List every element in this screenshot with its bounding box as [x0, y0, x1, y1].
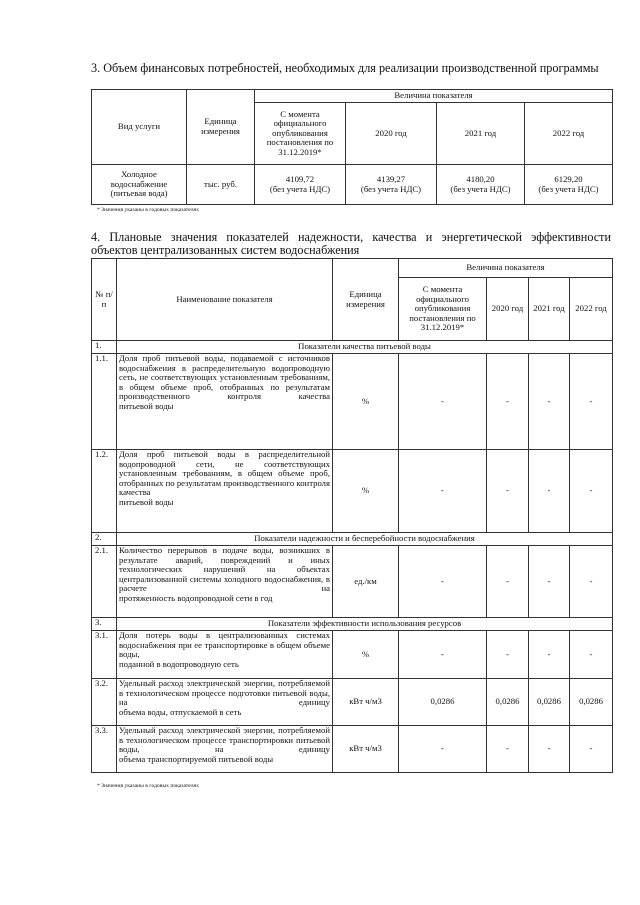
header-unit: Единица измерения	[187, 90, 255, 165]
cell-service: Холодное водоснабжение (питьевая вода)	[92, 165, 187, 205]
cell-2021: -	[529, 631, 570, 679]
cell-2021: -	[529, 546, 570, 618]
group-title: Показатели эффективности использования ресурсов	[117, 618, 613, 631]
group-row	[92, 341, 613, 354]
cell-since: -	[399, 631, 487, 679]
table-row	[92, 165, 613, 205]
cell-2022: -	[570, 726, 613, 773]
cell-2020: -	[487, 631, 529, 679]
indicator-name	[117, 354, 333, 450]
header-since-publication: С момента официального опубликования постановления по 31.12.2019*	[399, 278, 487, 341]
indicator-text-end: питьевой воды	[119, 400, 174, 411]
cell-2022: -	[570, 450, 613, 533]
indicator-text: Удельный расход электрической энергии, потребляемой в технологическом процессе подготовки питьевой воды, на единицу	[119, 678, 330, 708]
row-number: 1.1.	[92, 354, 117, 450]
cell-since	[255, 165, 346, 205]
cell-2022: -	[570, 354, 613, 450]
cell-2021: -	[529, 354, 570, 450]
table-row	[92, 354, 613, 450]
header-2021: 2021 год	[529, 278, 570, 341]
vat-note: (без учета НДС)	[360, 183, 422, 194]
table-row	[92, 726, 613, 773]
cell-2021: -	[529, 450, 570, 533]
cell-2022: -	[570, 631, 613, 679]
group-title: Показатели надежности и бесперебойности водоснабжения	[117, 533, 613, 546]
cell-2021: 0,0286	[529, 679, 570, 726]
vat-note: (без учета НДС)	[269, 183, 331, 194]
vat-note: (без учета НДС)	[450, 183, 511, 194]
table-row	[92, 546, 613, 618]
cell-2020	[346, 165, 437, 205]
footnote: * Значения указаны в годовых показателях	[97, 783, 199, 789]
cell-since: -	[399, 450, 487, 533]
indicator-name	[117, 450, 333, 533]
indicator-text-end: поданной в водопроводную сеть	[119, 658, 239, 669]
header-2022: 2022 год	[525, 103, 613, 165]
cell-since: -	[399, 354, 487, 450]
header-num: № п/п	[92, 259, 117, 341]
indicator-text-end: питьевой воды	[119, 496, 174, 507]
cell-2022: -	[570, 546, 613, 618]
cell-since: -	[399, 546, 487, 618]
row-number: 3.2.	[92, 679, 117, 726]
row-number: 3.3.	[92, 726, 117, 773]
indicator-name	[117, 679, 333, 726]
header-value: Величина показателя	[399, 259, 613, 278]
indicator-name	[117, 546, 333, 618]
indicator-text-end: протяженность водопроводной сети в год	[119, 592, 273, 603]
group-row	[92, 618, 613, 631]
indicator-name	[117, 631, 333, 679]
cell-unit: ед./км	[333, 546, 399, 618]
cell-unit: кВт ч/м3	[333, 726, 399, 773]
indicator-text: Доля проб питьевой воды, подаваемой с источников водоснабжения в распределительную водопроводную сеть, не соответствующих установленным требованиям, в общем объеме проб, отобранных по результатам производственного контроля качества	[119, 353, 330, 402]
header-service-type: Вид услуги	[92, 90, 187, 165]
cell-2020: -	[487, 546, 529, 618]
footnote: * Значения указаны в годовых показателях	[97, 207, 199, 213]
vat-note: (без учета НДС)	[538, 183, 599, 194]
value: 6129,20	[554, 173, 583, 184]
indicator-text: Доля потерь воды в централизованных системах водоснабжения при ее транспортировке в общем объеме воды,	[119, 630, 330, 660]
cell-unit: %	[333, 631, 399, 679]
cell-since: 0,0286	[399, 679, 487, 726]
header-since-publication: С момента официального опубликования постановления по 31.12.2019*	[255, 103, 346, 165]
cell-since: -	[399, 726, 487, 773]
indicators-table	[91, 258, 613, 773]
row-number: 3.1.	[92, 631, 117, 679]
header-unit: Единица измерения	[333, 259, 399, 341]
header-2020: 2020 год	[487, 278, 529, 341]
cell-2020: -	[487, 450, 529, 533]
cell-2020: 0,0286	[487, 679, 529, 726]
header-2020: 2020 год	[346, 103, 437, 165]
indicator-text: Доля проб питьевой воды в распределительной водопроводной сети, не соответствующих установленным требованиям, в общем объеме проб, отобранных по результатам производственного контроля качества	[119, 449, 330, 498]
table-row	[92, 679, 613, 726]
indicator-text-end: объема воды, отпускаемой в сеть	[119, 706, 242, 717]
cell-2022: 0,0286	[570, 679, 613, 726]
cell-2022	[525, 165, 613, 205]
cell-unit: тыс. руб.	[187, 165, 255, 205]
cell-2020: -	[487, 354, 529, 450]
value: 4109,72	[285, 173, 315, 184]
row-number: 2.1.	[92, 546, 117, 618]
financial-needs-table	[91, 89, 613, 205]
group-title: Показатели качества питьевой воды	[117, 341, 613, 354]
section3-heading: 3. Объем финансовых потребностей, необходимых для реализации производственной программы	[91, 61, 599, 75]
value: 4139,27	[376, 173, 406, 184]
indicator-text-end: объема транспортируемой питьевой воды	[119, 753, 274, 764]
header-value: Величина показателя	[255, 90, 613, 103]
cell-unit: кВт ч/м3	[333, 679, 399, 726]
cell-unit: %	[333, 354, 399, 450]
header-2021: 2021 год	[437, 103, 525, 165]
group-row	[92, 533, 613, 546]
section4-heading: 4. Плановые значения показателей надежности, качества и энергетической эффективности объектов централизованных систем водоснабжения	[91, 230, 611, 257]
indicator-name	[117, 726, 333, 773]
row-number: 1.2.	[92, 450, 117, 533]
cell-2020: -	[487, 726, 529, 773]
cell-2021	[437, 165, 525, 205]
header-2022: 2022 год	[570, 278, 613, 341]
row-number: 1.	[92, 341, 117, 354]
indicator-text: Удельный расход электрической энергии, потребляемой в технологическом процессе транспортировки питьевой воды, на единицу	[119, 725, 330, 755]
table-row	[92, 450, 613, 533]
cell-unit: %	[333, 450, 399, 533]
row-number: 2.	[92, 533, 117, 546]
row-number: 3.	[92, 618, 117, 631]
indicator-text: Количество перерывов в подаче воды, возникших в результате аварий, повреждений и иных технологических нарушений на объектах централизованной системы холодного водоснабжения, в расчете на	[119, 545, 330, 594]
value: 4180,20	[466, 173, 495, 184]
cell-2021: -	[529, 726, 570, 773]
table-row	[92, 631, 613, 679]
header-indicator-name: Наименование показателя	[117, 259, 333, 341]
